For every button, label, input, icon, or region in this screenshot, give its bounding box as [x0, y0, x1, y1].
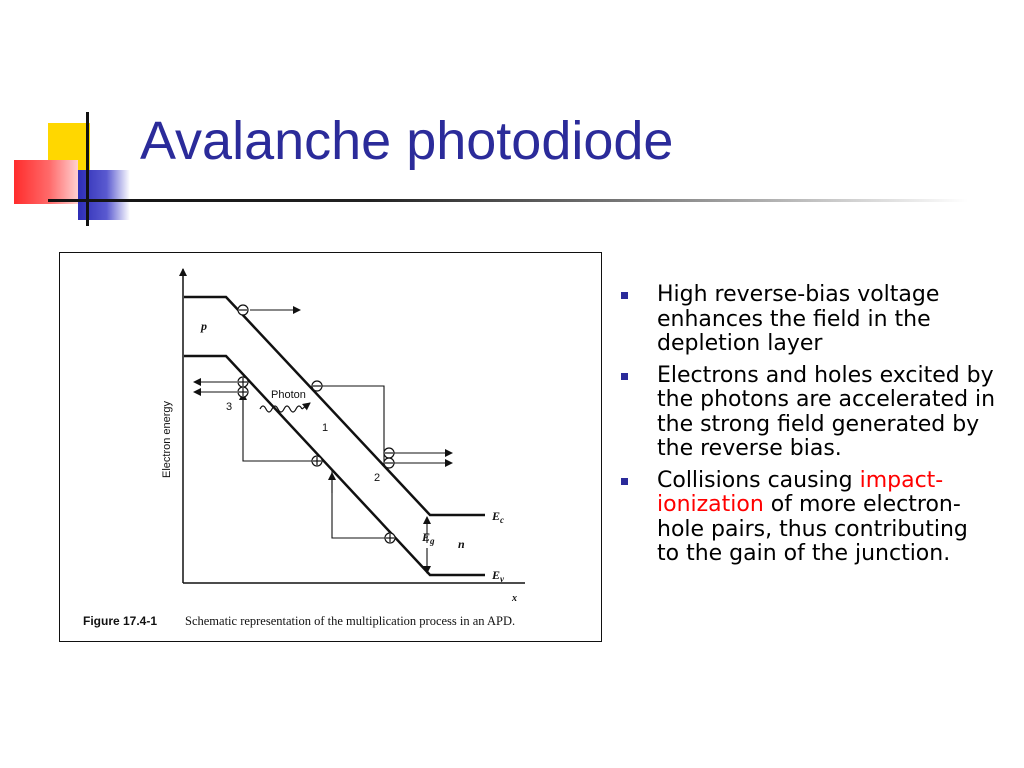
region-p-label: p	[201, 319, 207, 333]
bullet-item	[616, 283, 996, 357]
bullet-marker	[621, 292, 628, 299]
photon-wave	[260, 406, 302, 412]
hole-marker	[312, 456, 322, 466]
x-axis-label: x	[512, 593, 517, 604]
ev-label: $E_v$	[492, 568, 505, 584]
hole-marker	[238, 387, 248, 397]
figure-caption-text: Schematic representation of the multiplication process in an APD.	[185, 614, 516, 628]
band-diagram	[60, 253, 601, 641]
slide-title: Avalanche photodiode	[140, 111, 674, 171]
ec-label: $E_c$	[492, 509, 505, 525]
bullet-text-before: Collisions causing	[657, 467, 860, 493]
bullet-list	[616, 283, 996, 574]
electron-marker	[384, 458, 394, 468]
photon-label: Photon	[271, 389, 306, 401]
bullet-item	[616, 469, 996, 567]
decor-red-square	[14, 160, 78, 204]
path-step-2	[332, 471, 390, 538]
axes	[183, 269, 525, 583]
bullet-marker	[621, 373, 628, 380]
bullet-text: High reverse-bias voltage enhances the field in the depletion layer	[657, 282, 940, 356]
eg-label: $E_g$	[422, 530, 435, 546]
electron-marker	[312, 381, 322, 391]
holes	[238, 377, 395, 543]
valence-band	[184, 356, 485, 575]
figure-caption-label: Figure 17.4-1	[83, 614, 158, 628]
step-2-label: 2	[374, 472, 381, 484]
bullet-text: Electrons and holes excited by the photons are accelerated in the strong field generated by the reverse bias.	[657, 362, 996, 461]
process-paths	[194, 310, 452, 573]
step-3-label: 3	[226, 401, 233, 413]
hole-marker	[385, 533, 395, 543]
bullet-highlight: impact-ionization	[657, 467, 944, 517]
apd-figure	[59, 252, 602, 642]
electron-marker	[384, 448, 394, 458]
region-n-label: n	[458, 537, 465, 551]
y-axis-label: Electron energy	[161, 400, 173, 478]
decor-vertical-line	[86, 112, 89, 226]
bullet-marker	[621, 478, 628, 485]
bullet-text-after: of more electron-hole pairs, thus contributing to the gain of the junction.	[657, 492, 968, 566]
electron-marker	[238, 305, 248, 315]
hole-marker	[238, 377, 248, 387]
title-underline	[48, 199, 968, 202]
step-1-label: 1	[322, 422, 329, 434]
bullet-item	[616, 364, 996, 462]
